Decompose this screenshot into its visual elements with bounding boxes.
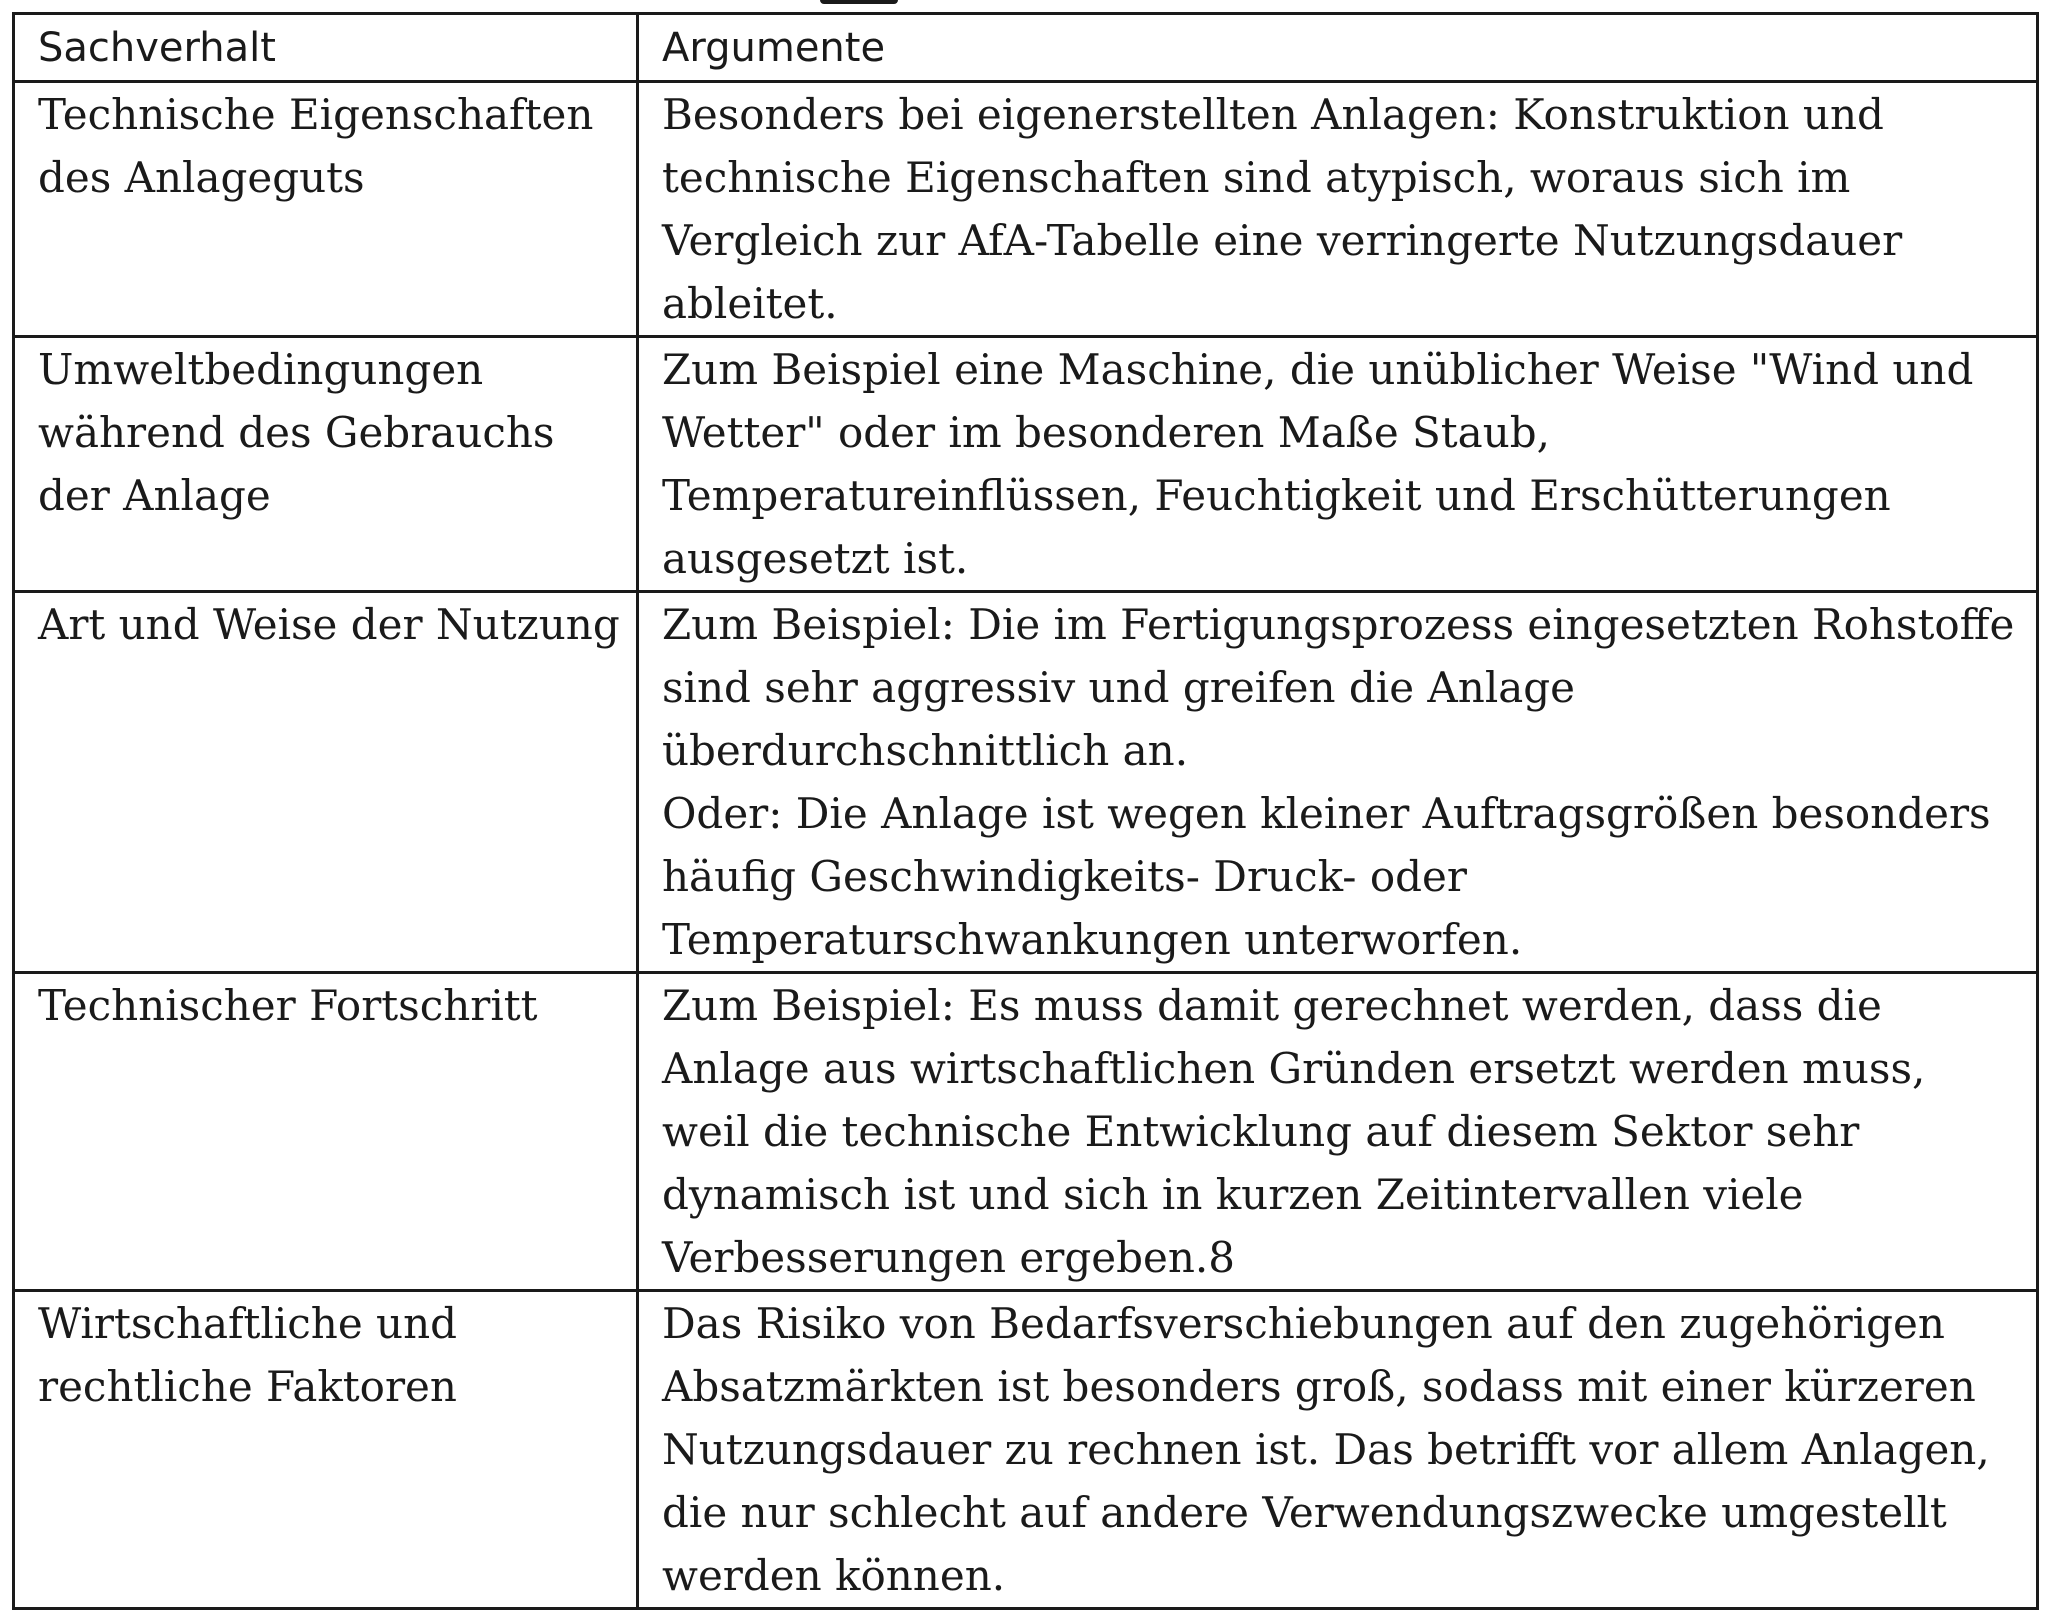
table-row bbox=[14, 973, 2038, 1291]
cell-sachverhalt: Technische Eigenschaften des Anlageguts bbox=[14, 82, 638, 337]
header-sachverhalt: Sachverhalt bbox=[14, 14, 638, 82]
header-argumente: Argumente bbox=[638, 14, 2038, 82]
cell-argumente: Zum Beispiel: Es muss damit gerechnet werden, dass die Anlage aus wirtschaftlichen Gründen ersetzt werden muss, weil die technische Entwicklung auf diesem Sektor sehr dynamisch ist und sich in kurzen Zeitintervallen viele Verbesserungen ergeben.8 bbox=[638, 973, 2038, 1291]
table-row bbox=[14, 337, 2038, 592]
cell-sachverhalt: Technischer Fortschritt bbox=[14, 973, 638, 1291]
table-container bbox=[12, 12, 2036, 1610]
cell-argumente: Zum Beispiel: Die im Fertigungsprozess eingesetzten Rohstoffe sind sehr aggressiv und greifen die Anlage überdurchschnittlich an. Oder: Die Anlage ist wegen kleiner Auftragsgrößen besonders häufig Geschwindigkeits- Druck- oder Temperaturschwankungen unterworfen. bbox=[638, 592, 2038, 973]
cell-argumente: Das Risiko von Bedarfsverschiebungen auf den zugehörigen Absatzmärkten ist besonders groß, sodass mit einer kürzeren Nutzungsdauer zu rechnen ist. Das betrifft vor allem Anlagen, die nur schlecht auf andere Verwendungszwecke umgestellt werden können. bbox=[638, 1291, 2038, 1609]
cell-sachverhalt: Wirtschaftliche und rechtliche Faktoren bbox=[14, 1291, 638, 1609]
table-row bbox=[14, 1291, 2038, 1609]
cell-argumente: Zum Beispiel eine Maschine, die unüblicher Weise "Wind und Wetter" oder im besonderen Maße Staub, Temperatureinflüssen, Feuchtigkeit und Erschütterungen ausgesetzt ist. bbox=[638, 337, 2038, 592]
table-row bbox=[14, 592, 2038, 973]
table-row bbox=[14, 82, 2038, 337]
table-header-row bbox=[14, 14, 2038, 82]
cell-argumente: Besonders bei eigenerstellten Anlagen: Konstruktion und technische Eigenschaften sind atypisch, woraus sich im Vergleich zur AfA-Tabelle eine verringerte Nutzungsdauer ableitet. bbox=[638, 82, 2038, 337]
cell-sachverhalt: Umweltbedingungen während des Gebrauchs der Anlage bbox=[14, 337, 638, 592]
arguments-table bbox=[12, 12, 2039, 1610]
cropped-heading-fragment bbox=[820, 0, 898, 4]
page-top-margin bbox=[0, 0, 2048, 12]
cell-sachverhalt: Art und Weise der Nutzung bbox=[14, 592, 638, 973]
